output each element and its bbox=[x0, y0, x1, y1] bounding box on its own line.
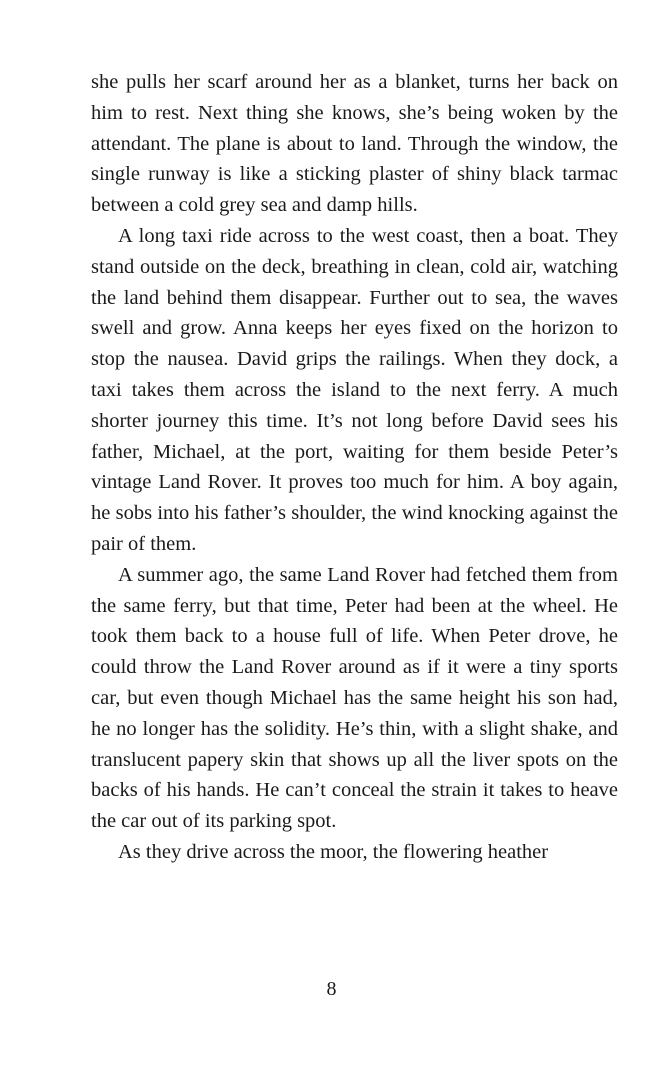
page-number: 8 bbox=[326, 978, 337, 1000]
body-text bbox=[91, 67, 618, 868]
paragraph-continued: she pulls her scarf around her as a blanket, turns her back on him to rest. Next thing she knows, she’s being woken by the attendant. The plane is about to land. Through the window, the single runway is like a sticking plaster of shiny black tarmac between a cold grey sea and damp hills. bbox=[91, 71, 618, 217]
paragraph-land-rover: A summer ago, the same Land Rover had fetched them from the same ferry, but that time, Peter had been at the wheel. He took them back to a house full of life. When Peter drove, he could throw the Land Rover around as if it were a tiny sports car, but even though Michael has the same height his son had, he no longer has the solidity. He’s thin, with a slight shake, and translucent papery skin that shows up all the liver spots on the backs of his hands. He can’t conceal the strain it takes to heave the car out of its parking spot. bbox=[91, 563, 618, 833]
paragraph-boat-journey: A long taxi ride across to the west coast, then a boat. They stand outside on the deck, breathing in clean, cold air, watching the land behind them disappear. Further out to sea, the waves swell and grow. Anna keeps her eyes fixed on the horizon to stop the nausea. David grips the railings. When they dock, a taxi takes them across the island to the next ferry. A much shorter journey this time. It’s not long before David sees his father, Michael, at the port, waiting for them beside Peter’s vintage Land Rover. It proves too much for him. A boy again, he sobs into his father’s shoulder, the wind knocking against the pair of them. bbox=[91, 224, 618, 555]
paragraph-moor: As they drive across the moor, the flowering heather bbox=[118, 840, 549, 863]
